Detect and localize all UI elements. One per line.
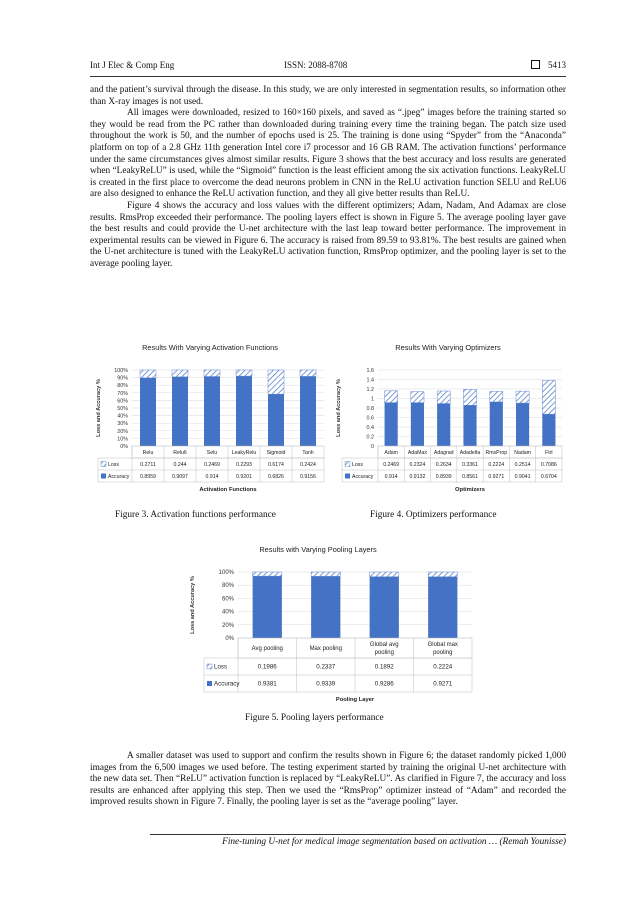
accuracy-value-adagrad: 0.8939 (435, 474, 452, 481)
loss-bar-tanh (300, 370, 316, 376)
loss-value-leakyrelu: 0.2293 (236, 462, 252, 469)
accuracy-bar-nadam (516, 403, 529, 446)
y-tick-label: 80% (221, 583, 234, 590)
chart-title: Results With Varying Optimizers (395, 343, 501, 352)
figure-3-caption: Figure 3. Activation functions performance (115, 510, 276, 520)
legend-loss-label: Loss (352, 462, 363, 468)
legend-accuracy-label: Accuracy (352, 474, 374, 480)
loss-value-adadelta: 0.3361 (462, 462, 478, 469)
legend-accuracy-label: Accuracy (108, 474, 130, 480)
loss-value-adagrad: 0.2634 (435, 462, 452, 469)
loss-value-avg-pooling: 0.1986 (257, 663, 277, 671)
y-tick-label: 70% (117, 390, 128, 397)
y-tick-label: 10% (117, 436, 128, 443)
loss-value-relu6: 0.244 (173, 462, 187, 469)
legend-accuracy-swatch (101, 474, 106, 479)
loss-bar-nadam (516, 391, 529, 403)
legend-loss-swatch (101, 462, 106, 467)
header-rule (90, 76, 566, 77)
loss-bar-adam (385, 391, 398, 403)
y-tick-label: 0% (120, 444, 128, 450)
y-axis-label: Loss and Accuracy % (190, 576, 196, 634)
loss-bar-adamax (411, 392, 424, 403)
category-label-adadelta: Adadelta (459, 450, 481, 457)
loss-bar-relu (140, 370, 156, 378)
accuracy-value-rmsprop: 0.9271 (488, 474, 505, 481)
y-tick-label: 100% (218, 570, 234, 576)
y-tick-label: 1.6 (366, 368, 374, 374)
category-label-leakyrelu: LeakyRelu (231, 450, 257, 457)
figure-4-chart (330, 338, 566, 500)
paragraph-2: All images were downloaded, resized to 160×160 pixels, and saved as “.jpeg” images before the training started so they would be read from the PC rather than downloaded during training every time the training began. The patch size used throughout the work is 50, and the number of epochs used is 25. The training is done using “Spyder” from the “Anaconda” platform on top of a 2.8 GHz 11th generation Intel core i7 processor and 16 GB RAM. The activation functions’ performance under the same circumstances gives almost similar results. Figure 3 shows that the best accuracy and loss results are generated when “LeakyReLU” is used, while the “Sigmoid” function is the least efficient among the six activation functions. LeakyReLU is created in the first place to overcome the dead neurons problem in CNN in the ReLU activation function SELU and ReLU6 are also designed to enhance the ReLU activation function, and they all give better results than ReLU. (90, 108, 566, 200)
legend-accuracy-label: Accuracy (214, 680, 240, 688)
figure-5-caption: Figure 5. Pooling layers performance (245, 713, 384, 723)
accuracy-value-selu: 0.914 (205, 474, 219, 481)
loss-value-nadam: 0.2514 (514, 462, 531, 469)
y-tick-label: 0 (371, 444, 374, 450)
x-axis-label: Activation Functions (199, 487, 257, 493)
x-axis-label: Optimizers (455, 487, 485, 493)
category-label-relu: Relu (142, 450, 154, 457)
accuracy-bar-max-pooling (311, 576, 340, 638)
legend-loss-label: Loss (214, 663, 228, 671)
page-number: 5413 (548, 60, 566, 70)
accuracy-value-nadam: 0.9041 (514, 474, 531, 481)
running-header (90, 60, 566, 74)
checkbox-icon (531, 60, 540, 69)
legend-loss-swatch (345, 462, 350, 467)
y-tick-label: 20% (117, 428, 128, 435)
loss-value-relu: 0.2711 (140, 462, 156, 469)
loss-value-adam: 0.2469 (383, 462, 400, 469)
category-label-relu6: Relu6 (173, 450, 187, 457)
y-tick-label: 1 (371, 396, 374, 403)
category-label-rmsprop: RmsProp (485, 450, 508, 457)
loss-bar-avg-pooling (253, 572, 282, 576)
legend-loss-swatch (207, 664, 212, 669)
y-tick-label: 90% (117, 375, 128, 382)
y-tick-label: 20% (221, 622, 234, 629)
accuracy-value-avg-pooling: 0.9381 (257, 680, 277, 688)
accuracy-bar-relu6 (172, 377, 188, 446)
loss-value-max-pooling: 0.2337 (316, 663, 336, 671)
chart-title: Results with Varying Pooling Layers (259, 545, 377, 554)
y-tick-label: 40% (117, 413, 128, 420)
category-label-sigmoid: Sigmoid (266, 450, 286, 457)
y-tick-label: 0.4 (366, 425, 374, 431)
loss-bar-max-pooling (311, 572, 340, 576)
loss-bar-selu (204, 370, 220, 377)
loss-bar-adadelta (463, 389, 476, 405)
y-tick-label: 80% (117, 383, 128, 390)
legend-accuracy-swatch (207, 681, 212, 686)
loss-bar-rmsprop (490, 391, 503, 402)
footer-rule (150, 834, 566, 835)
accuracy-bar-selu (204, 377, 220, 446)
figure-3-chart (90, 338, 330, 500)
accuracy-value-adadelta: 0.8561 (462, 474, 478, 481)
legend-accuracy-swatch (345, 474, 350, 479)
y-tick-label: 60% (117, 398, 128, 405)
category-label-selu: Selu (206, 450, 218, 457)
loss-value-global-avg-pooling: 0.1892 (374, 663, 394, 671)
accuracy-bar-ftrl (542, 414, 555, 446)
running-footer: Fine-tuning U-net for medical image segmentation based on activation … (Remah Younisse) (222, 837, 566, 847)
accuracy-value-leakyrelu: 0.9201 (236, 474, 252, 481)
loss-bar-ftrl (542, 380, 555, 414)
accuracy-bar-sigmoid (268, 394, 284, 446)
y-tick-label: 100% (114, 368, 128, 374)
paragraph-1: and the patient’s survival through the disease. In this study, we are only interested in segmentation results, so information other than X-ray images is not used. (90, 85, 566, 107)
accuracy-value-max-pooling: 0.9339 (316, 680, 336, 688)
category-label-adam: Adam (384, 450, 398, 457)
issn: ISSN: 2088-8708 (284, 60, 348, 70)
accuracy-value-global-avg-pooling: 0.9286 (374, 680, 394, 688)
y-tick-label: 50% (117, 406, 128, 412)
loss-bar-sigmoid (268, 370, 284, 394)
accuracy-bar-global-avg-pooling (370, 577, 399, 638)
body-text-bottom (90, 751, 566, 809)
page-number-block (531, 60, 566, 70)
loss-bar-global-avg-pooling (370, 572, 399, 577)
journal-name: Int J Elec & Comp Eng (90, 60, 175, 70)
y-tick-label: 30% (117, 421, 128, 428)
loss-value-global-max-pooling: 0.2224 (433, 663, 453, 671)
figure-4-caption: Figure 4. Optimizers performance (370, 510, 497, 520)
category-label-ftrl: Ftrl (545, 450, 553, 457)
category-label-global-max-pooling-line2: pooling (433, 650, 453, 656)
accuracy-bar-relu (140, 378, 156, 446)
category-label-nadam: Nadam (514, 450, 531, 457)
loss-bar-relu6 (172, 370, 188, 377)
loss-bar-adagrad (437, 391, 450, 404)
accuracy-value-global-max-pooling: 0.9271 (433, 680, 453, 688)
loss-value-adamax: 0.2324 (409, 462, 426, 469)
accuracy-value-adam: 0.914 (384, 474, 398, 481)
paragraph-3: Figure 4 shows the accuracy and loss values with the different optimizers; Adam, Nadam, And Adamax are close results. RmsProp exceeded their performance. The pooling layers effect is shown in Figure 5. The average pooling layer gave the best results and could provide the U-net architecture with the last leap toward better performance. The improvement in experimental results can be viewed in Figure 6. The accuracy is raised from 89.59 to 93.81%. The best results are gained when the U-net architecture is tuned with the LeakyReLU activation function, RmsProp optimizer, and the pooling layer is set to the average pooling layer. (90, 200, 566, 269)
accuracy-bar-adamax (411, 403, 424, 446)
x-axis-label: Pooling Layer (335, 697, 375, 702)
y-tick-label: 1.2 (366, 387, 374, 393)
y-tick-label: 0.8 (366, 406, 374, 412)
accuracy-bar-tanh (300, 376, 316, 446)
category-label-adamax: AdaMax (407, 450, 427, 457)
accuracy-bar-global-max-pooling (428, 577, 457, 638)
loss-value-tanh: 0.2424 (300, 462, 316, 469)
category-label-global-avg-pooling-line1: Global avg (369, 642, 399, 648)
figure-5-chart (180, 540, 480, 702)
y-axis-label: Loss and Accuracy % (336, 379, 342, 437)
accuracy-value-ftrl: 0.6704 (540, 474, 557, 481)
category-label-global-max-pooling-line1: Global max (427, 642, 458, 648)
category-label-global-avg-pooling-line2: pooling (374, 650, 394, 656)
loss-value-rmsprop: 0.2224 (488, 462, 505, 469)
accuracy-value-sigmoid: 0.6826 (268, 474, 284, 481)
loss-value-selu: 0.2469 (204, 462, 220, 469)
accuracy-bar-rmsprop (490, 402, 503, 446)
y-tick-label: 0.6 (366, 415, 374, 422)
category-label-tanh: Tanh (302, 450, 314, 457)
accuracy-bar-avg-pooling (253, 576, 282, 638)
y-tick-label: 1.4 (366, 377, 374, 384)
chart-title: Results With Varying Activation Functions (142, 343, 278, 352)
accuracy-bar-leakyrelu (236, 376, 252, 446)
accuracy-bar-adadelta (463, 405, 476, 446)
y-tick-label: 40% (221, 609, 234, 616)
y-tick-label: 0.2 (366, 434, 374, 441)
accuracy-value-relu6: 0.9097 (172, 474, 188, 481)
category-label-max-pooling: Max pooling (309, 646, 342, 653)
accuracy-bar-adagrad (437, 404, 450, 446)
accuracy-value-relu: 0.8959 (140, 474, 156, 481)
accuracy-value-tanh: 0.9156 (300, 474, 316, 481)
y-tick-label: 60% (221, 596, 234, 603)
y-axis-label: Loss and Accuracy % (96, 379, 102, 437)
y-tick-label: 0% (225, 636, 234, 642)
loss-bar-global-max-pooling (428, 572, 457, 577)
loss-value-ftrl: 0.7086 (540, 462, 557, 469)
legend-loss-label: Loss (108, 462, 119, 468)
accuracy-value-adamax: 0.9132 (409, 474, 426, 481)
loss-bar-leakyrelu (236, 370, 252, 376)
category-label-adagrad: Adagrad (433, 450, 454, 457)
body-text-top (90, 85, 566, 271)
category-label-avg-pooling: Avg pooling (251, 646, 283, 653)
loss-value-sigmoid: 0.6174 (268, 462, 284, 469)
accuracy-bar-adam (385, 403, 398, 446)
paragraph-4: A smaller dataset was used to support and confirm the results shown in Figure 6; the dataset randomly picked 1,000 images from the 6,500 images we used before. The testing experiment started by training the original U-net architecture with the new data set. Then “ReLU” activation function is replaced by “LeakyReLU”. As clarified in Figure 7, the accuracy and loss results are enhanced after applying this step. Then we used the “RmsProp” optimizer instead of “Adam” and recorded the improved results shown in Figure 7. Finally, the pooling layer is set as the “average pooling” layer. (90, 751, 566, 808)
